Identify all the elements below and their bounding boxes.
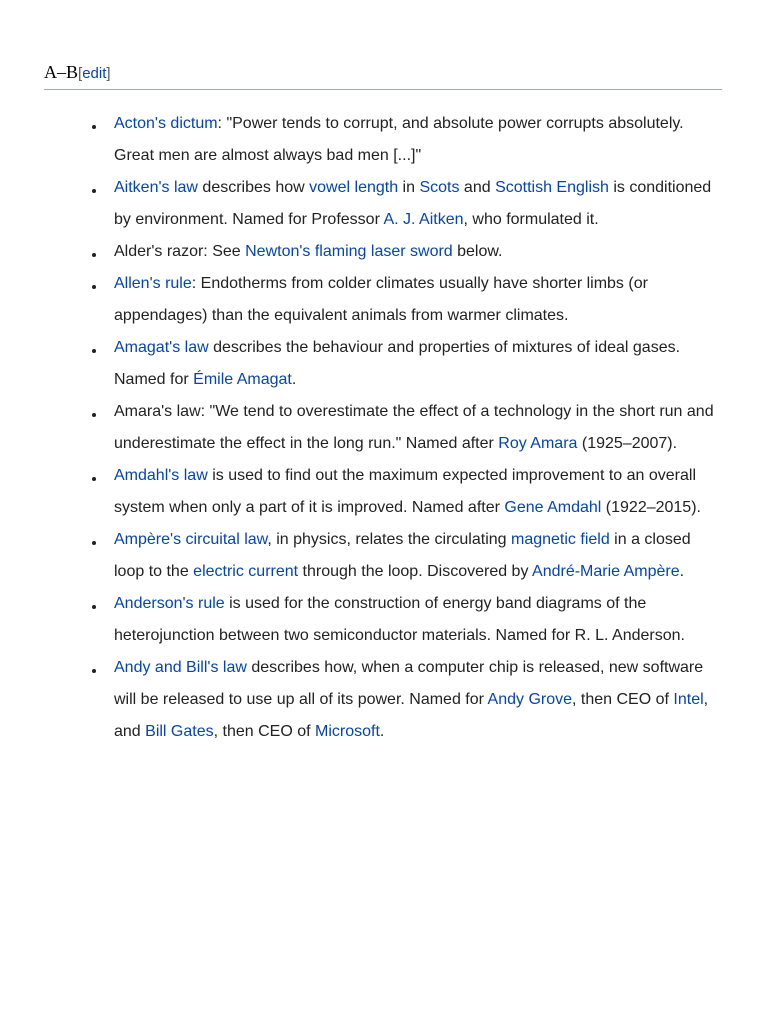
item-text: , who formulated it. [463, 211, 599, 228]
article-link[interactable]: magnetic field [511, 531, 610, 548]
item-text: : "Power tends to corrupt, and absolute power corrupts absolutely. Great men are almost always bad men [...]" [114, 115, 684, 164]
article-link[interactable]: André-Marie Ampère [532, 563, 680, 580]
article-link[interactable]: Allen's rule [114, 275, 192, 292]
article-link[interactable]: Scots [419, 179, 460, 196]
item-text: describes how [197, 179, 310, 196]
article-link[interactable]: Émile Amagat [193, 371, 292, 388]
edit-link[interactable]: edit [82, 65, 107, 82]
list-item [114, 396, 714, 460]
article-link[interactable]: Newton's flaming laser sword [245, 243, 453, 260]
article-link[interactable]: Scottish English [495, 179, 609, 196]
item-text: , then CEO of [213, 723, 315, 740]
item-text: in a closed loop to the [114, 531, 691, 580]
article-link[interactable]: Acton's dictum [114, 115, 218, 132]
edit-bracket-open: [ [78, 65, 83, 82]
edit-bracket-close: ] [106, 65, 111, 82]
item-text: Alder's razor: See [114, 243, 246, 260]
item-text: in [398, 179, 420, 196]
item-text: and [459, 179, 496, 196]
item-text: . [379, 723, 385, 740]
item-text: : Endotherms from colder climates usually have shorter limbs (or appendages) than the equivalent animals from warmer climates. [114, 275, 648, 324]
section-title: A–B [44, 62, 79, 82]
item-text: (1925–2007). [577, 435, 678, 452]
article-link[interactable]: Amdahl's law [114, 467, 208, 484]
item-text: below. [452, 243, 503, 260]
item-text: , in physics, relates the circulating [267, 531, 511, 548]
article-link[interactable]: Ampère's circuital law [114, 531, 268, 548]
article-link[interactable]: Andy Grove [487, 691, 573, 708]
section-heading [44, 60, 722, 90]
list-item [114, 172, 714, 236]
article-link[interactable]: Gene Amdahl [504, 499, 602, 516]
item-text: , then CEO of [572, 691, 674, 708]
item-text: through the loop. Discovered by [298, 563, 533, 580]
item-text: , and [114, 691, 709, 740]
article-link[interactable]: A. J. Aitken [383, 211, 464, 228]
item-text: Amara's law: "We tend to overestimate the effect of a technology in the short run and underestimate the effect in the long run." Named after [114, 403, 714, 452]
article-link[interactable]: vowel length [309, 179, 399, 196]
article-link[interactable]: Anderson's rule [114, 595, 225, 612]
list-item [114, 236, 714, 268]
item-text: describes how, when a computer chip is released, new software will be released to use up all of its power. Named for [114, 659, 704, 708]
list-item [114, 652, 714, 748]
list-item [114, 588, 714, 652]
list-item [114, 460, 714, 524]
list-item [114, 108, 714, 172]
list-item [114, 268, 714, 332]
item-text: . [291, 371, 297, 388]
list-item [114, 524, 714, 588]
article-link[interactable]: Bill Gates [145, 723, 214, 740]
item-text: (1922–2015). [601, 499, 701, 516]
article-link[interactable]: Intel [673, 691, 704, 708]
article-link[interactable]: Aitken's law [114, 179, 198, 196]
article-link[interactable]: Amagat's law [114, 339, 209, 356]
item-text: . [679, 563, 685, 580]
laws-list [114, 108, 714, 748]
list-item [114, 332, 714, 396]
article-link[interactable]: Andy and Bill's law [114, 659, 247, 676]
article-link[interactable]: Roy Amara [498, 435, 578, 452]
article-link[interactable]: Microsoft [315, 723, 380, 740]
item-text: describes the behaviour and properties of mixtures of ideal gases. Named for [114, 339, 681, 388]
item-text: is used for the construction of energy band diagrams of the heterojunction between two semiconductor materials. Named for R. L. Anderson. [114, 595, 685, 644]
item-text: is conditioned by environment. Named for Professor [114, 179, 712, 228]
item-text: is used to find out the maximum expected improvement to an overall system when only a part of it is improved. Named after [114, 467, 697, 516]
article-link[interactable]: electric current [193, 563, 299, 580]
